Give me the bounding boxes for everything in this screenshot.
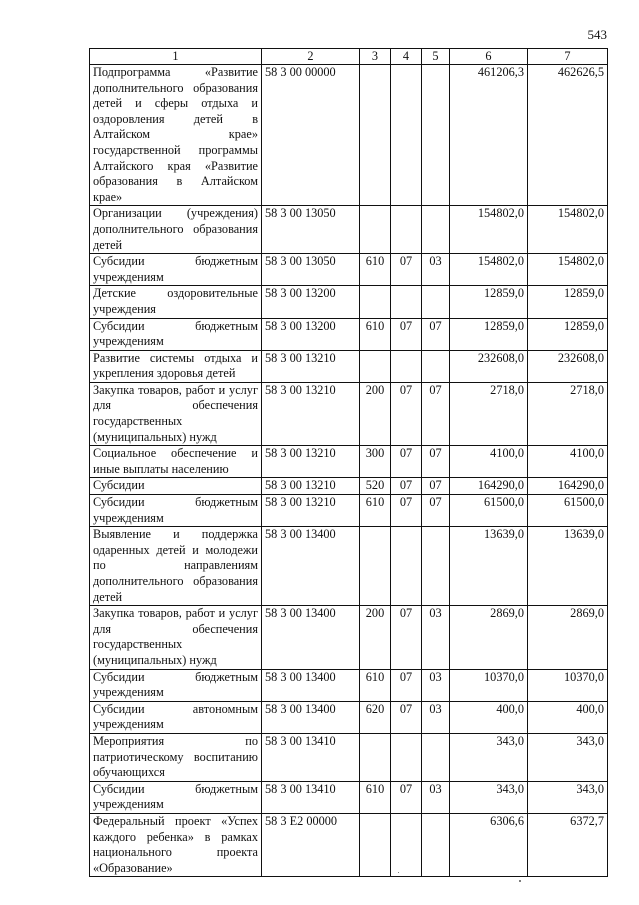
header-col-2: 2 xyxy=(262,49,360,65)
header-col-1: 1 xyxy=(90,49,262,65)
row-col7-cell: 12859,0 xyxy=(528,318,608,350)
row-col3-cell: 610 xyxy=(360,781,391,813)
row-col6-cell: 461206,3 xyxy=(450,65,528,206)
row-col6-cell: 232608,0 xyxy=(450,350,528,382)
row-code-cell: 58 3 00 13410 xyxy=(262,781,360,813)
row-name-cell: Субсидии бюджетным учреждениям xyxy=(90,669,262,701)
row-col3-cell: 610 xyxy=(360,254,391,286)
table-row xyxy=(90,495,608,527)
row-col5-cell: 03 xyxy=(422,254,450,286)
row-col4-cell: 07 xyxy=(391,382,422,445)
row-col5-cell: 03 xyxy=(422,606,450,669)
row-name-cell: Субсидии автономным учреждениям xyxy=(90,701,262,733)
row-code-cell: 58 3 00 13210 xyxy=(262,446,360,478)
row-name-cell: Субсидии бюджетным учреждениям xyxy=(90,495,262,527)
row-col4-cell: 07 xyxy=(391,495,422,527)
row-col3-cell: 200 xyxy=(360,382,391,445)
row-col7-cell: 12859,0 xyxy=(528,286,608,318)
row-col5-cell xyxy=(422,65,450,206)
row-col3-cell: 620 xyxy=(360,701,391,733)
row-name-cell: Закупка товаров, работ и услуг для обеспечения государственных (муниципальных) нужд xyxy=(90,606,262,669)
row-col6-cell: 164290,0 xyxy=(450,478,528,495)
table-row xyxy=(90,254,608,286)
row-col5-cell: 07 xyxy=(422,382,450,445)
row-col7-cell: 2718,0 xyxy=(528,382,608,445)
row-col5-cell: 03 xyxy=(422,669,450,701)
row-col6-cell: 154802,0 xyxy=(450,254,528,286)
row-col3-cell: 610 xyxy=(360,318,391,350)
row-col3-cell: 300 xyxy=(360,446,391,478)
table-body xyxy=(90,65,608,877)
row-col6-cell: 154802,0 xyxy=(450,206,528,254)
table-row xyxy=(90,446,608,478)
row-col7-cell: 6372,7 xyxy=(528,813,608,876)
table-row xyxy=(90,382,608,445)
row-col5-cell: 07 xyxy=(422,446,450,478)
row-col4-cell: 07 xyxy=(391,606,422,669)
row-col3-cell xyxy=(360,286,391,318)
row-col5-cell xyxy=(422,286,450,318)
row-col4-cell: 07 xyxy=(391,318,422,350)
row-name-cell: Социальное обеспечение и иные выплаты населению xyxy=(90,446,262,478)
table-row xyxy=(90,733,608,781)
row-col4-cell: 07 xyxy=(391,478,422,495)
row-col7-cell: 343,0 xyxy=(528,733,608,781)
row-code-cell: 58 3 00 13410 xyxy=(262,733,360,781)
row-col5-cell: 07 xyxy=(422,478,450,495)
scan-speck xyxy=(398,872,399,873)
row-col6-cell: 400,0 xyxy=(450,701,528,733)
row-code-cell: 58 3 00 13210 xyxy=(262,350,360,382)
budget-table xyxy=(89,48,608,877)
table-row xyxy=(90,350,608,382)
table-row xyxy=(90,813,608,876)
row-code-cell: 58 3 00 13200 xyxy=(262,286,360,318)
table-row xyxy=(90,669,608,701)
table-row xyxy=(90,781,608,813)
row-col7-cell: 154802,0 xyxy=(528,206,608,254)
row-col7-cell: 154802,0 xyxy=(528,254,608,286)
row-col6-cell: 4100,0 xyxy=(450,446,528,478)
table-header xyxy=(90,49,608,65)
row-col6-cell: 6306,6 xyxy=(450,813,528,876)
row-col6-cell: 13639,0 xyxy=(450,527,528,606)
row-col5-cell xyxy=(422,206,450,254)
row-col3-cell xyxy=(360,65,391,206)
row-col6-cell: 2718,0 xyxy=(450,382,528,445)
row-col5-cell: 03 xyxy=(422,701,450,733)
row-col4-cell: 07 xyxy=(391,781,422,813)
row-name-cell: Субсидии бюджетным учреждениям xyxy=(90,318,262,350)
table-row xyxy=(90,478,608,495)
page-number: 543 xyxy=(587,27,607,42)
row-col6-cell: 2869,0 xyxy=(450,606,528,669)
row-col3-cell xyxy=(360,527,391,606)
row-code-cell: 58 3 00 13210 xyxy=(262,382,360,445)
row-col3-cell xyxy=(360,733,391,781)
row-col7-cell: 462626,5 xyxy=(528,65,608,206)
row-col6-cell: 12859,0 xyxy=(450,286,528,318)
row-col4-cell xyxy=(391,527,422,606)
row-col7-cell: 164290,0 xyxy=(528,478,608,495)
row-name-cell: Федеральный проект «Успех каждого ребенка» в рамках национального проекта «Образование» xyxy=(90,813,262,876)
row-code-cell: 58 3 00 13400 xyxy=(262,669,360,701)
row-code-cell: 58 3 E2 00000 xyxy=(262,813,360,876)
row-code-cell: 58 3 00 13210 xyxy=(262,495,360,527)
row-col7-cell: 343,0 xyxy=(528,781,608,813)
row-col3-cell: 200 xyxy=(360,606,391,669)
row-code-cell: 58 3 00 13200 xyxy=(262,318,360,350)
row-col3-cell xyxy=(360,813,391,876)
table-row xyxy=(90,286,608,318)
row-name-cell: Организации (учреждения) дополнительного образования детей xyxy=(90,206,262,254)
row-col4-cell: 07 xyxy=(391,254,422,286)
row-col4-cell xyxy=(391,733,422,781)
row-col3-cell: 610 xyxy=(360,669,391,701)
row-col7-cell: 4100,0 xyxy=(528,446,608,478)
table-row xyxy=(90,606,608,669)
row-col4-cell: 07 xyxy=(391,701,422,733)
row-code-cell: 58 3 00 13210 xyxy=(262,478,360,495)
row-name-cell: Детские оздоровительные учреждения xyxy=(90,286,262,318)
row-col7-cell: 2869,0 xyxy=(528,606,608,669)
row-col5-cell: 03 xyxy=(422,781,450,813)
row-code-cell: 58 3 00 00000 xyxy=(262,65,360,206)
table-row xyxy=(90,206,608,254)
row-col3-cell: 610 xyxy=(360,495,391,527)
row-col6-cell: 61500,0 xyxy=(450,495,528,527)
row-col3-cell xyxy=(360,350,391,382)
row-col4-cell: 07 xyxy=(391,446,422,478)
row-col5-cell xyxy=(422,813,450,876)
row-col5-cell xyxy=(422,350,450,382)
header-col-7: 7 xyxy=(528,49,608,65)
row-col7-cell: 13639,0 xyxy=(528,527,608,606)
row-col6-cell: 343,0 xyxy=(450,781,528,813)
row-col4-cell xyxy=(391,286,422,318)
row-col7-cell: 10370,0 xyxy=(528,669,608,701)
row-col5-cell: 07 xyxy=(422,318,450,350)
row-name-cell: Субсидии бюджетным учреждениям xyxy=(90,781,262,813)
row-name-cell: Субсидии xyxy=(90,478,262,495)
row-col5-cell xyxy=(422,527,450,606)
row-col5-cell xyxy=(422,733,450,781)
row-col5-cell: 07 xyxy=(422,495,450,527)
row-col4-cell: 07 xyxy=(391,669,422,701)
row-col6-cell: 10370,0 xyxy=(450,669,528,701)
header-col-3: 3 xyxy=(360,49,391,65)
row-code-cell: 58 3 00 13400 xyxy=(262,606,360,669)
row-col4-cell xyxy=(391,65,422,206)
table-row xyxy=(90,527,608,606)
row-col7-cell: 61500,0 xyxy=(528,495,608,527)
header-row xyxy=(90,49,608,65)
row-col4-cell xyxy=(391,813,422,876)
table-row xyxy=(90,65,608,206)
table-row xyxy=(90,701,608,733)
header-col-6: 6 xyxy=(450,49,528,65)
row-name-cell: Выявление и поддержка одаренных детей и молодежи по направлениям дополнительного образования детей xyxy=(90,527,262,606)
row-code-cell: 58 3 00 13050 xyxy=(262,254,360,286)
row-name-cell: Развитие системы отдыха и укрепления здоровья детей xyxy=(90,350,262,382)
row-code-cell: 58 3 00 13400 xyxy=(262,701,360,733)
row-name-cell: Подпрограмма «Развитие дополнительного образования детей и сферы отдыха и оздоровления детей в Алтайском крае» государственной программы Алтайского края «Развитие образования в Алтайском крае» xyxy=(90,65,262,206)
row-name-cell: Закупка товаров, работ и услуг для обеспечения государственных (муниципальных) нужд xyxy=(90,382,262,445)
row-name-cell: Субсидии бюджетным учреждениям xyxy=(90,254,262,286)
row-col7-cell: 400,0 xyxy=(528,701,608,733)
row-col3-cell xyxy=(360,206,391,254)
row-col7-cell: 232608,0 xyxy=(528,350,608,382)
header-col-5: 5 xyxy=(422,49,450,65)
row-code-cell: 58 3 00 13400 xyxy=(262,527,360,606)
row-col4-cell xyxy=(391,206,422,254)
row-col6-cell: 12859,0 xyxy=(450,318,528,350)
row-name-cell: Мероприятия по патриотическому воспитанию обучающихся xyxy=(90,733,262,781)
table-row xyxy=(90,318,608,350)
header-col-4: 4 xyxy=(391,49,422,65)
scan-speck xyxy=(519,880,521,882)
row-col6-cell: 343,0 xyxy=(450,733,528,781)
row-code-cell: 58 3 00 13050 xyxy=(262,206,360,254)
row-col4-cell xyxy=(391,350,422,382)
row-col3-cell: 520 xyxy=(360,478,391,495)
